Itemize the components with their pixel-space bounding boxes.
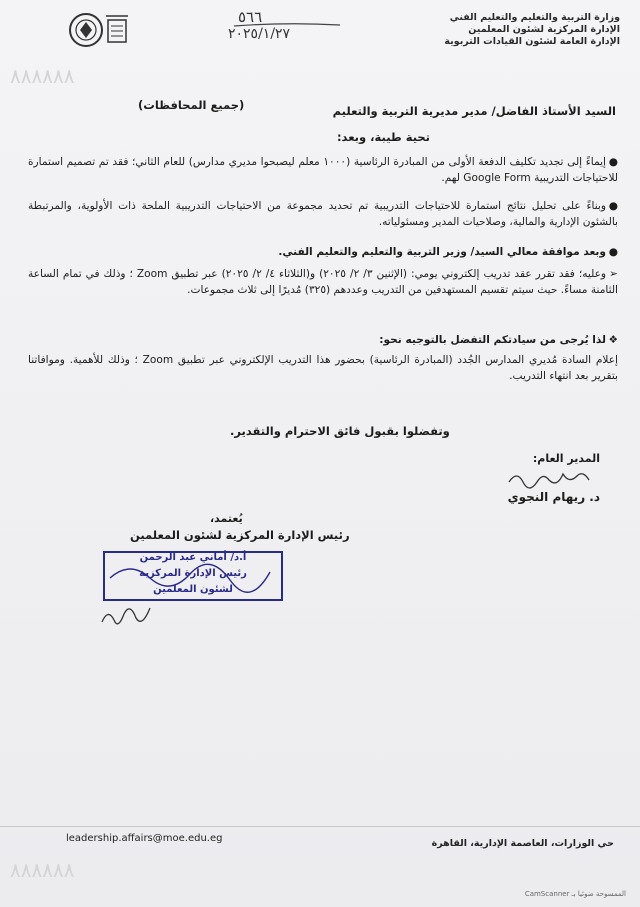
paragraph-4 bbox=[28, 266, 618, 298]
footer-address: حي الوزارات، العاصمة الإدارية، القاهرة bbox=[431, 838, 614, 849]
approver-signature bbox=[96, 596, 166, 630]
closing: وتفضلوا بقبول فائق الاحترام والتقدير. bbox=[230, 424, 450, 438]
stamp-line: رئيس الإدارة المركزية bbox=[139, 568, 247, 579]
paragraph-text: لذا يُرجى من سيادتكم التفضل بالتوجيه نحو: bbox=[379, 334, 606, 346]
paragraph-1 bbox=[28, 154, 618, 186]
director-signature bbox=[505, 464, 595, 492]
ministry-line: الإدارة العامة لشئون القيادات التربوية bbox=[444, 36, 620, 47]
paragraph-text: إعلام السادة مُديري المدارس الجُدد (المبادرة الرئاسية) بحضور هذا التدريب الإلكتروني عبر تطبيق Zoom ؛ وذلك للأهمية. وموافاتنا بتقرير بعد انتهاء التدريب. bbox=[28, 354, 618, 382]
arrow-bullet-icon: ➢ bbox=[609, 268, 619, 280]
paragraph-text: وبناءً على تحليل نتائج استمارة للاحتياجات التدريبية تم تحديد مجموعة من الاحتياجات التدريبية الملحة ذات الأولوية، والمرتبطة بالشئون الإدارية والمالية، وصلاحيات المدير ومسئولياته. bbox=[28, 200, 618, 228]
diamond-bullet-icon: ❖ bbox=[608, 334, 618, 346]
paragraph-6 bbox=[28, 352, 618, 384]
paragraph-text: وبعد موافقة معالي السيد/ وزير التربية والتعليم والتعليم الفني. bbox=[278, 246, 606, 258]
bullet-icon: ● bbox=[608, 156, 618, 168]
paragraph-text: وعليه؛ فقد تقرر عقد تدريب إلكتروني يومي: (الإثنين ٣/ ٢/ ٢٠٢٥) و(الثلاثاء ٤/ ٢/ ٢٠٢٥) عبر تطبيق Zoom ؛ وذلك في تمام الساعة الثامنة مساءً. حيث سيتم تقسيم المستهدفين من التدريب وعددهم (٣٢٥) مُديرًا إلى ثلاث مجموعات. bbox=[28, 268, 618, 296]
all-governorates: (جميع المحافظات) bbox=[138, 98, 245, 112]
ministry-line: وزارة التربية والتعليم والتعليم الفني bbox=[449, 12, 620, 23]
watermark-bottom: ٨٨٨٨٨٨ bbox=[10, 858, 75, 882]
ministry-header bbox=[400, 12, 620, 48]
watermark-top: ٨٨٨٨٨٨ bbox=[10, 64, 75, 88]
paragraph-2 bbox=[28, 198, 618, 230]
reference-number: ٥٦٦ bbox=[238, 8, 263, 26]
footer-divider bbox=[0, 826, 640, 827]
paragraph-text: إيماءً إلى تجديد تكليف الدفعة الأولى من المبادرة الرئاسية (١٠٠٠ معلم ليصبحوا مديري مدارس) للعام الثاني؛ فقد تم تصميم استمارة للاحتياجات التدريبية Google Form لهم. bbox=[28, 156, 618, 184]
paragraph-3 bbox=[28, 244, 618, 260]
greeting: تحية طيبة، وبعد: bbox=[336, 130, 430, 144]
stamp-line: أ.د/ أماني عبد الرحمن bbox=[139, 552, 247, 563]
director-name: د. ريهام النجوي bbox=[507, 490, 600, 504]
bullet-icon: ● bbox=[608, 246, 618, 258]
bullet-icon: ● bbox=[608, 200, 618, 212]
approve-label: يُعتمد، bbox=[210, 512, 243, 525]
recipient: السيد الأستاذ الفاضل/ مدير مديرية التربية والتعليم bbox=[332, 104, 616, 118]
director-title: المدير العام: bbox=[532, 452, 600, 465]
ministry-logo-icon bbox=[68, 6, 130, 54]
footer-email: leadership.affairs@moe.edu.eg bbox=[66, 833, 223, 844]
reference-date: ٢٠٢٥/١/٢٧ bbox=[228, 26, 291, 42]
ministry-line: الإدارة المركزية لشئون المعلمين bbox=[468, 24, 620, 35]
stamp-line: لشئون المعلمين bbox=[153, 584, 233, 595]
scanner-note: الممسوحة ضوئيا بـ CamScanner bbox=[524, 890, 626, 898]
paragraph-5 bbox=[28, 332, 618, 348]
approver-title: رئيس الإدارة المركزية لشئون المعلمين bbox=[130, 528, 350, 542]
